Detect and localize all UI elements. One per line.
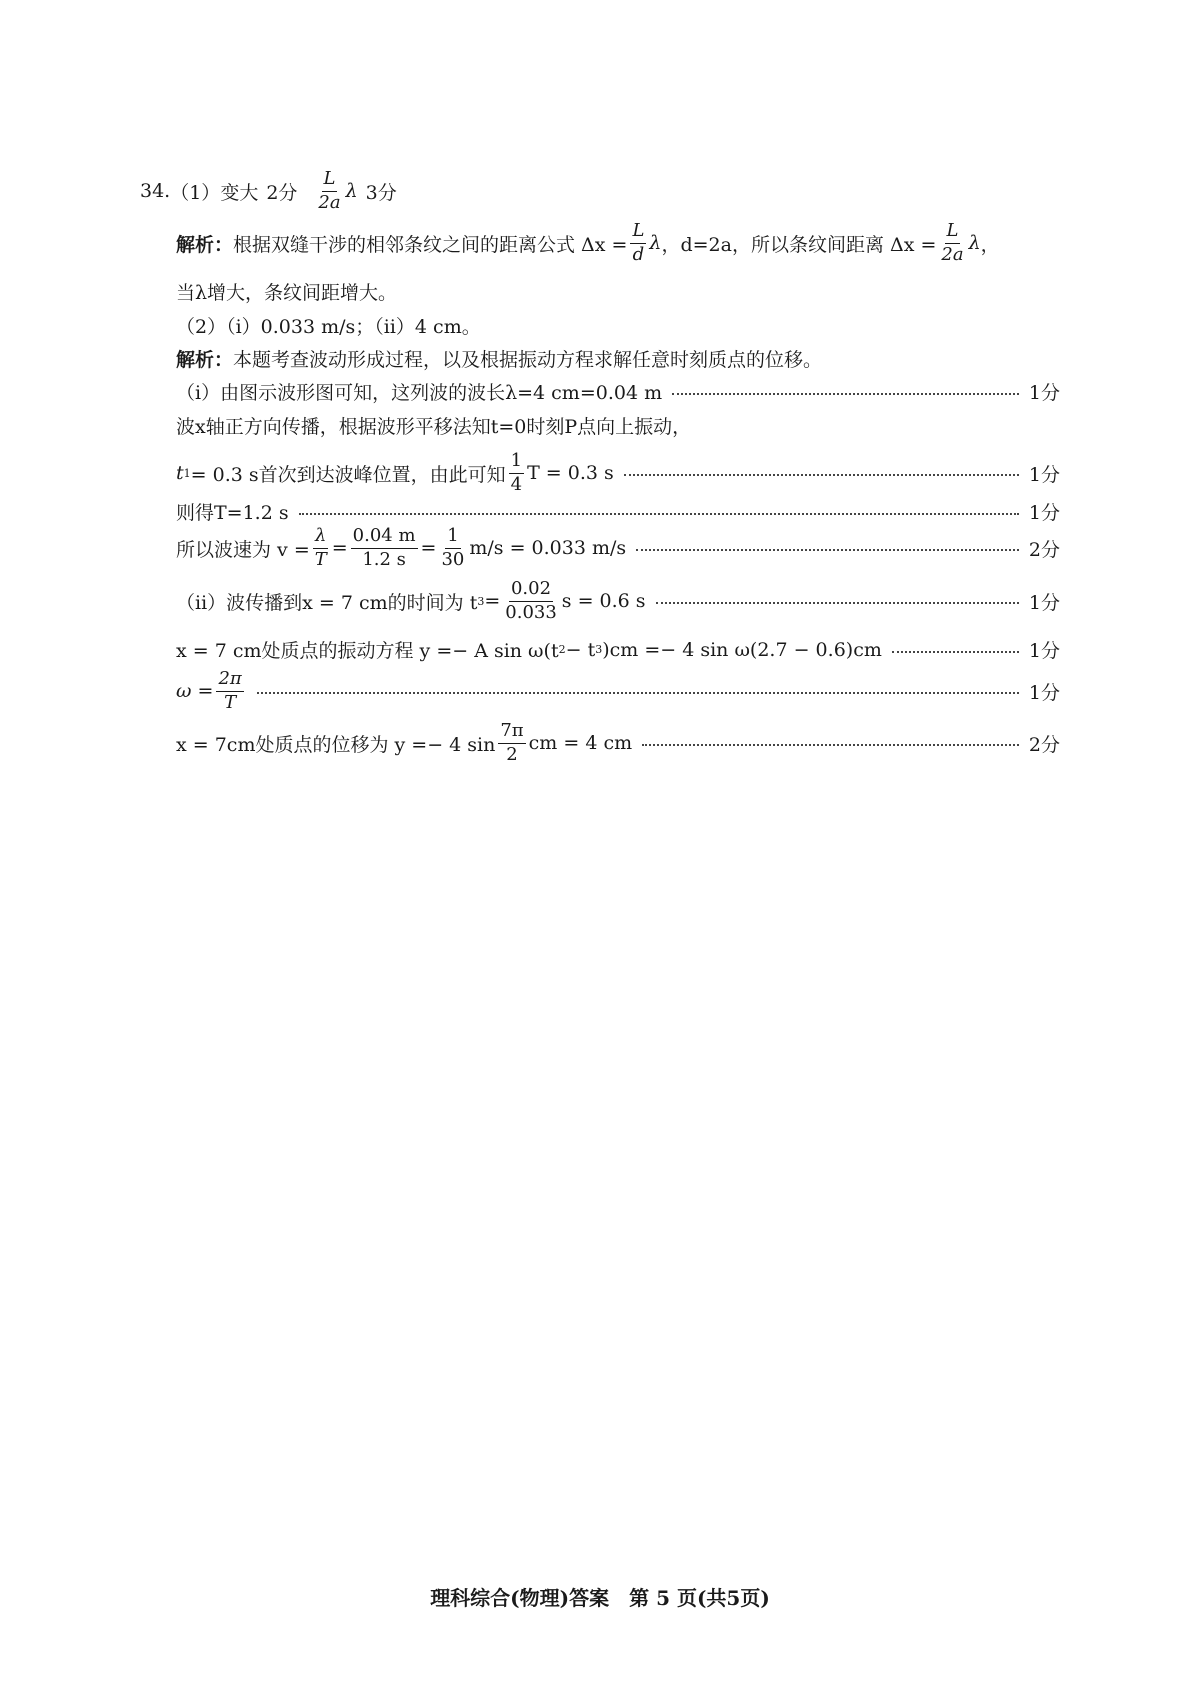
lambda-symbol: λ	[345, 180, 358, 203]
part1-label: （1）	[170, 181, 221, 204]
fraction-0.02-over-0.033: $\frac{0.02}{0.033}$	[505, 578, 557, 623]
analysis-line-2: 当λ增大，条纹间距增大。	[176, 282, 398, 304]
score: 2分	[1028, 733, 1060, 756]
step-9: x = 7cm处质点的位移为 y =− 4 sin $\frac{7\pi}{2}$ cm = 4 cm 2分	[176, 720, 1060, 765]
score: 1分	[1028, 382, 1060, 404]
score: 1分	[1028, 681, 1060, 704]
fraction-2pi-over-T: $\frac{2\pi}{T}$	[218, 668, 242, 713]
analysis-label: 解析：	[176, 233, 234, 256]
fraction-lambda-over-T: $\frac{\lambda}{T}$	[314, 525, 327, 570]
analysis2-line: 解析： 本题考查波动形成过程，以及根据振动方程求解任意时刻质点的位移。	[176, 349, 823, 371]
q34-part1-line	[140, 170, 397, 213]
score: 1分	[1028, 591, 1060, 614]
leader-dots	[624, 474, 1019, 476]
question-number: 34.	[140, 180, 171, 203]
step-5: 所以波速为 v = $\frac{\lambda}{T}$ = $\frac{0.04 m}{1.2 s}$ = $\frac{1}{30}$ m/s = 0.033 m/s 2分	[176, 525, 1060, 570]
step-8: ω = $\frac{2\pi}{T}$ 1分	[176, 668, 1060, 713]
part1-score-a: 2分	[266, 181, 298, 204]
leader-dots	[656, 602, 1019, 604]
step-3: t 1 = 0.3 s首次到达波峰位置，由此可知 $\frac{1}{4}$ T = 0.3 s 1分	[176, 450, 1060, 495]
part1-score-b: 3分	[365, 181, 397, 204]
fraction-L-over-2a: $\frac{L}{2a}$	[318, 168, 341, 213]
step-2: 波x轴正方向传播，根据波形平移法知t=0时刻P点向上振动，	[176, 416, 692, 438]
analysis-text-2: ，d=2a，所以条纹间距离 Δx =	[661, 233, 937, 256]
fraction-one-quarter: $\frac{1}{4}$	[510, 450, 523, 495]
score: 1分	[1028, 502, 1060, 524]
analysis-line-1	[176, 222, 1000, 265]
leader-dots	[257, 692, 1019, 694]
fraction-1-over-30: $\frac{1}{30}$	[441, 525, 465, 570]
leader-dots	[299, 513, 1019, 515]
score: 1分	[1028, 463, 1060, 486]
score: 1分	[1028, 640, 1060, 662]
part1-answer: 变大	[220, 181, 259, 204]
leader-dots	[642, 744, 1019, 746]
fraction-L-over-d: $\frac{L}{d}$	[632, 220, 645, 265]
leader-dots	[892, 651, 1019, 653]
score: 2分	[1028, 538, 1060, 561]
part2-summary: （2）（ⅰ）0.033 m/s；（ⅱ）4 cm。	[176, 316, 481, 338]
leader-dots	[636, 549, 1019, 551]
fraction-7pi-over-2: $\frac{7\pi}{2}$	[500, 720, 524, 765]
page-footer: 理科综合(物理)答案 第 5 页(共5页)	[430, 1586, 770, 1610]
step-1: （ⅰ）由图示波形图可知，这列波的波长λ=4 cm=0.04 m 1分	[176, 378, 1060, 405]
analysis-text-1: 根据双缝干涉的相邻条纹之间的距离公式 Δx =	[233, 233, 628, 256]
lambda-symbol: λ	[968, 232, 981, 255]
step-7: x = 7 cm处质点的振动方程 y =− A sin ω(t 2 − t 3 )cm =− 4 sin ω(2.7 − 0.6)cm 1分	[176, 636, 1060, 663]
fraction-L-over-2a: $\frac{L}{2a}$	[941, 220, 964, 265]
step-6: （ⅱ）波传播到x = 7 cm的时间为 t 3 = $\frac{0.02}{0.033}$ s = 0.6 s 1分	[176, 578, 1060, 623]
analysis-comma: ，	[980, 233, 1000, 256]
step-4: 则得T=1.2 s 1分	[176, 498, 1060, 525]
lambda-symbol: λ	[649, 232, 662, 255]
fraction-0.04-over-1.2: $\frac{0.04 m}{1.2 s}$	[352, 525, 416, 570]
leader-dots	[672, 393, 1019, 395]
